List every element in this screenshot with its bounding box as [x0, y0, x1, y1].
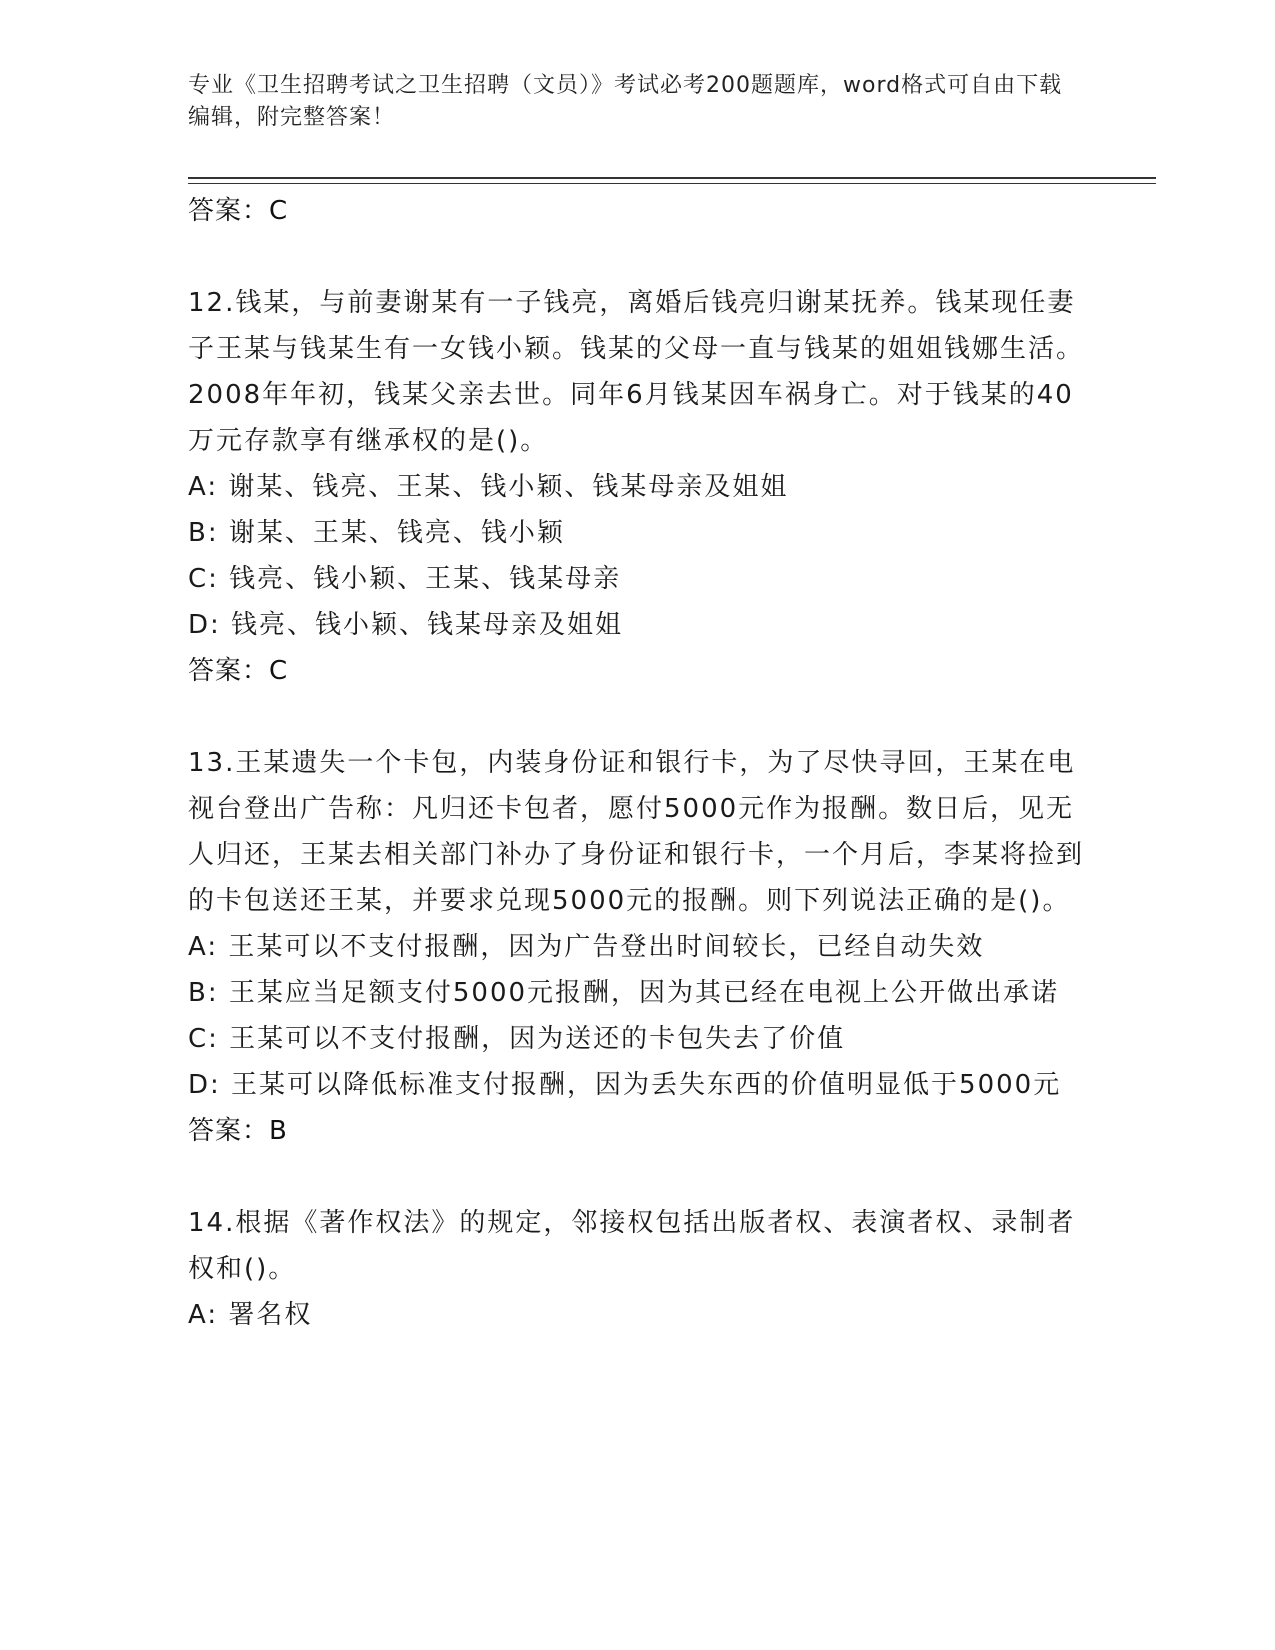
question-stem: 12.钱某，与前妻谢某有一子钱亮，离婚后钱亮归谢某抚养。钱某现任妻子王某与钱某生有一女钱小颖。钱某的父母一直与钱某的姐姐钱娜生活。2008年年初，钱某父亲去世。同年6月钱某因车祸身亡。对于钱某的40万元存款享有继承权的是()。 [188, 288, 1085, 456]
question-stem: 14.根据《著作权法》的规定，邻接权包括出版者权、表演者权、录制者权和()。 [188, 1208, 1076, 1284]
document-content [188, 188, 1088, 1338]
option-c: C: 钱亮、钱小颖、王某、钱某母亲 [188, 564, 622, 594]
option-b: B: 谢某、王某、钱亮、钱小颖 [188, 518, 565, 548]
option-a: A: 王某可以不支付报酬，因为广告登出时间较长，已经自动失效 [188, 932, 985, 962]
option-a: A: 署名权 [188, 1300, 313, 1330]
question-13 [188, 740, 1088, 1154]
page-header: 专业《卫生招聘考试之卫生招聘（文员）》考试必考200题题库，word格式可自由下载编辑，附完整答案！ [188, 73, 1063, 130]
question-answer: 答案：C [188, 656, 289, 686]
option-b: B: 王某应当足额支付5000元报酬，因为其已经在电视上公开做出承诺 [188, 978, 1060, 1008]
option-d: D: 钱亮、钱小颖、钱某母亲及姐姐 [188, 610, 624, 640]
option-a: A: 谢某、钱亮、王某、钱小颖、钱某母亲及姐姐 [188, 472, 789, 502]
question-12 [188, 280, 1088, 694]
question-answer: 答案：B [188, 1116, 288, 1146]
header-rule-thick [188, 177, 1156, 179]
question-14 [188, 1200, 1088, 1338]
question-stem: 13.王某遗失一个卡包，内装身份证和银行卡，为了尽快寻回，王某在电视台登出广告称：凡归还卡包者，愿付5000元作为报酬。数日后，见无人归还，王某去相关部门补办了身份证和银行卡，一个月后，李某将捡到的卡包送还王某，并要求兑现5000元的报酬。则下列说法正确的是()。 [188, 748, 1085, 916]
option-d: D: 王某可以降低标准支付报酬，因为丢失东西的价值明显低于5000元 [188, 1070, 1062, 1100]
header-rule-thin [188, 183, 1156, 184]
option-c: C: 王某可以不支付报酬，因为送还的卡包失去了价值 [188, 1024, 846, 1054]
previous-answer: 答案：C [188, 196, 289, 226]
